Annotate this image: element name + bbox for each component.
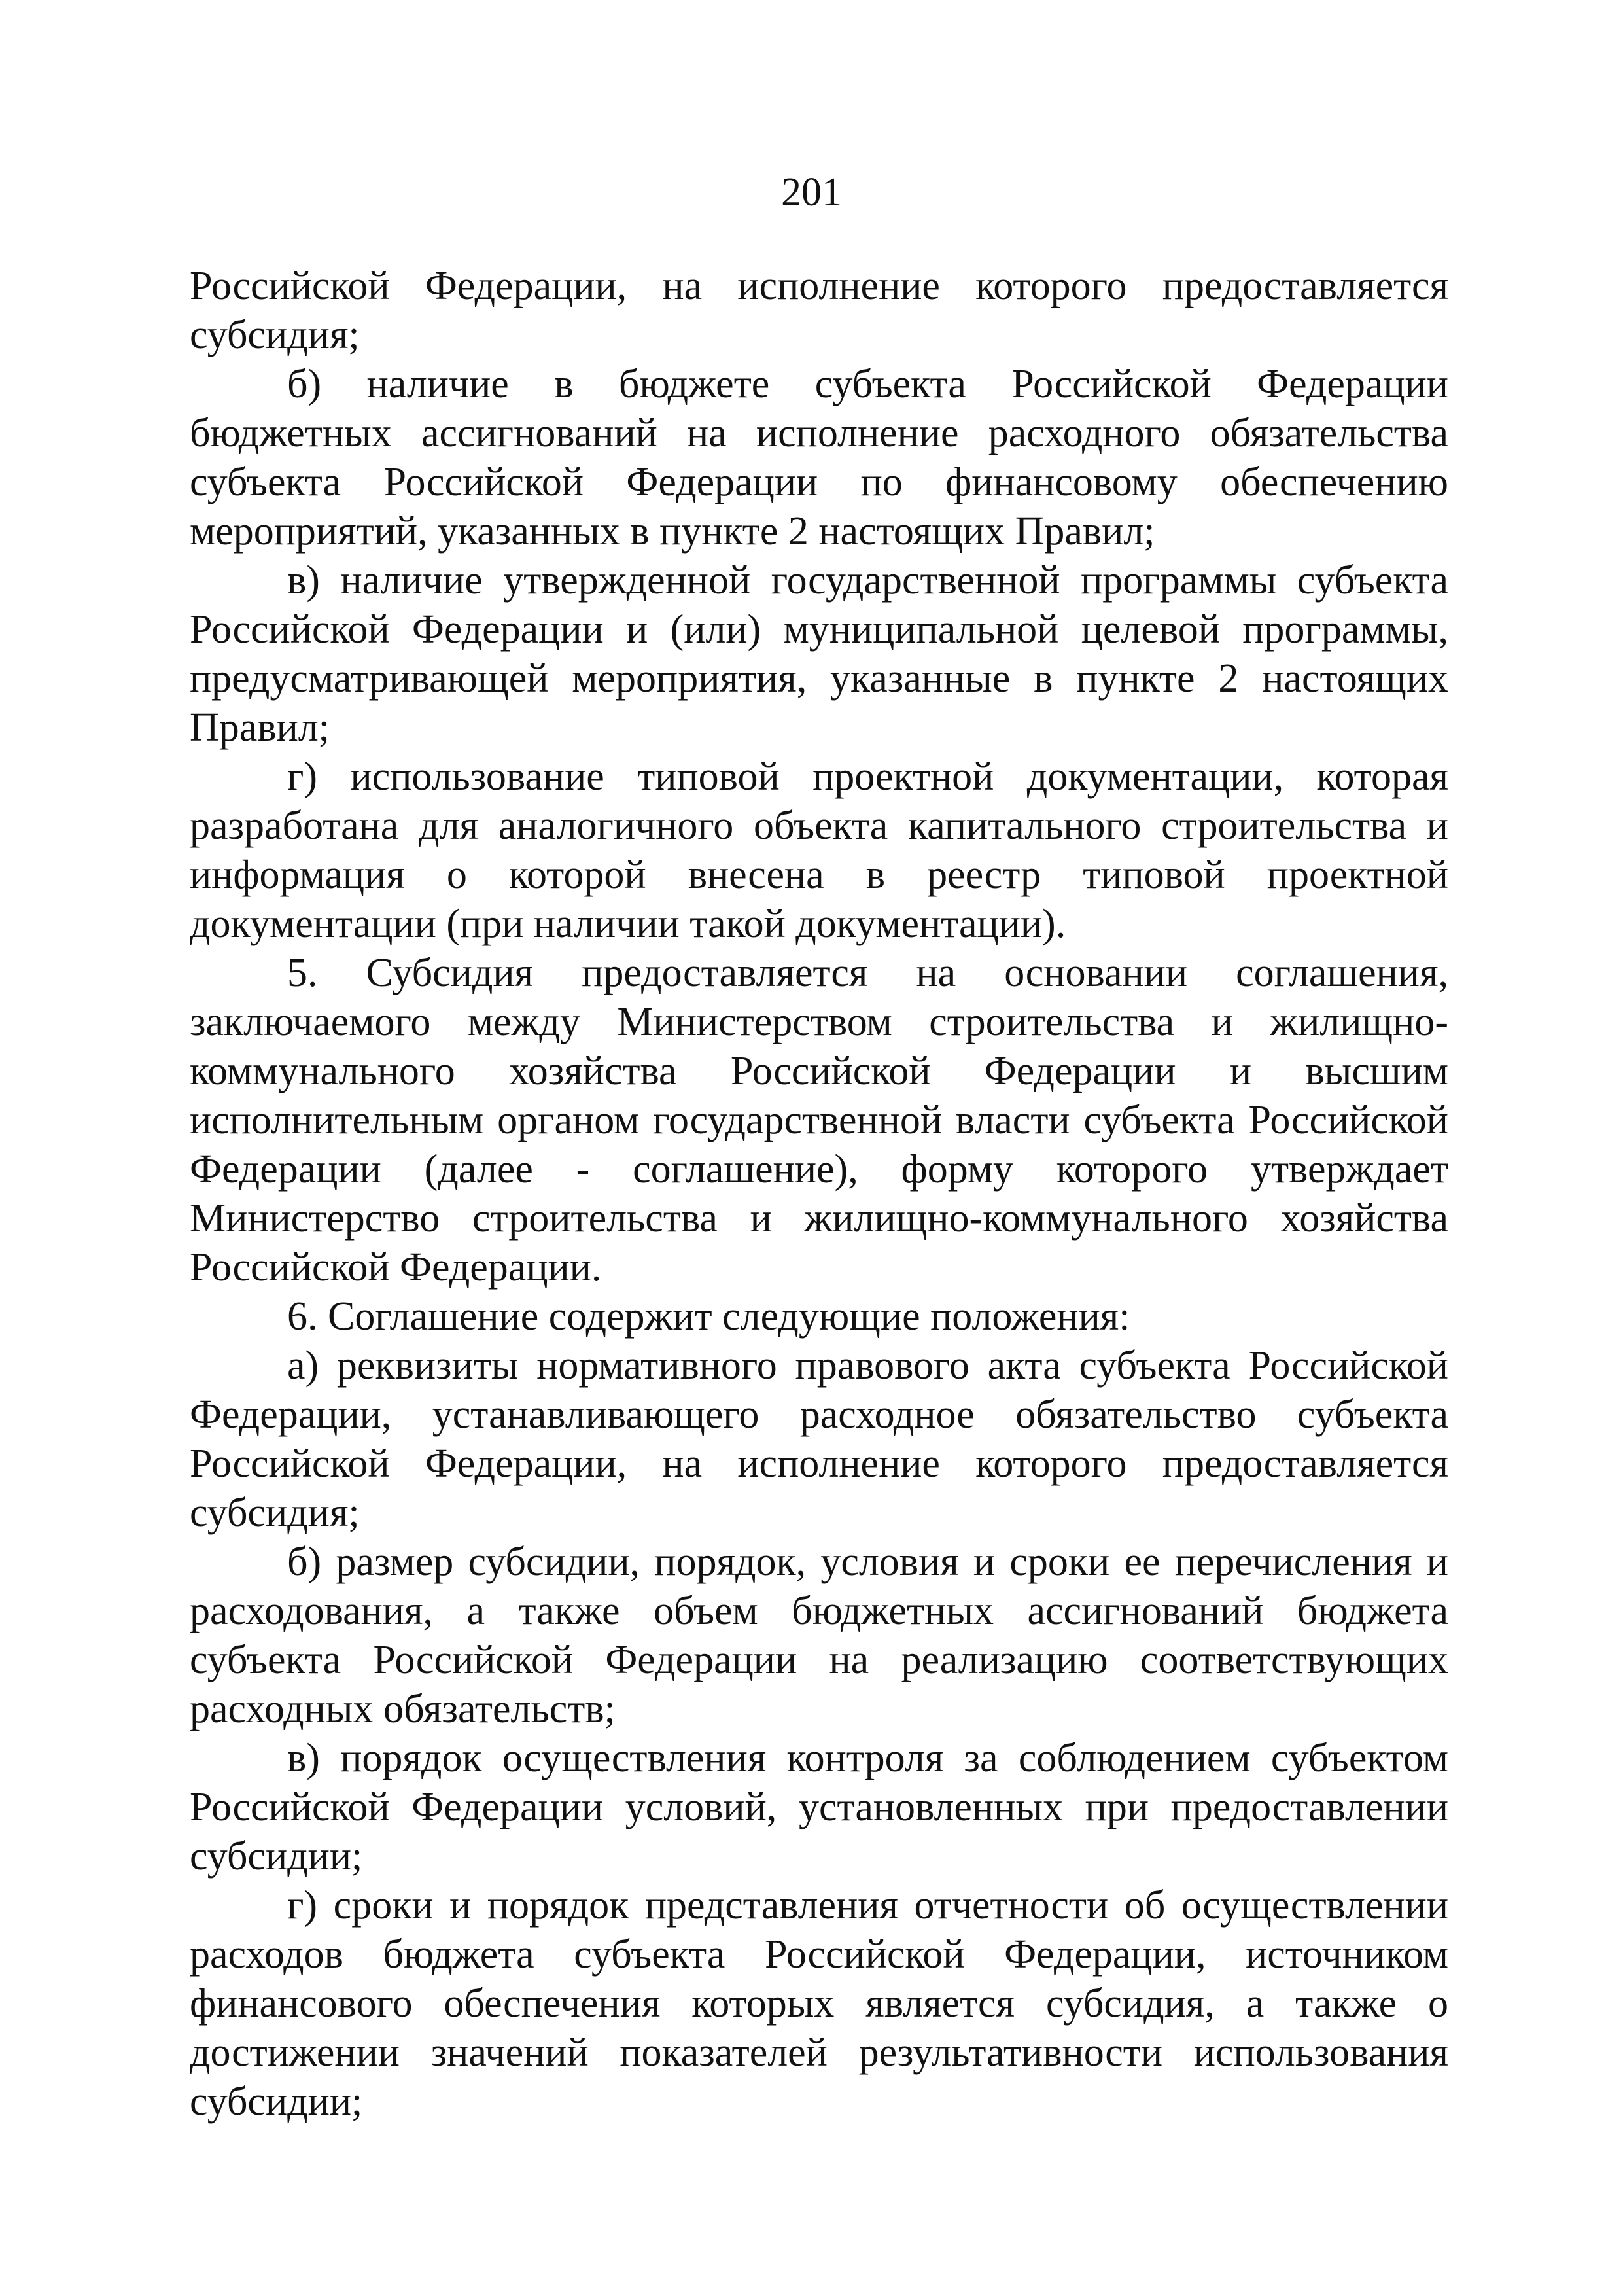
document-body bbox=[190, 262, 1448, 2127]
paragraph-continuation: Российской Федерации, на исполнение которого предоставляется субсидия; bbox=[190, 264, 1448, 357]
paragraph-item-b-budget: б) наличие в бюджете субъекта Российской Федерации бюджетных ассигнований на исполнение расходного обязательства субъекта Российской Федерации по финансовому обеспечению мероприятий, указанных в пункте 2 настоящих Правил; bbox=[190, 362, 1448, 554]
paragraph-section-6: 6. Соглашение содержит следующие положения: bbox=[287, 1294, 1130, 1339]
page-number: 201 bbox=[781, 170, 842, 215]
paragraph-item-a-requisites: а) реквизиты нормативного правового акта субъекта Российской Федерации, устанавливающего расходное обязательство субъекта Российской Федерации, на исполнение которого предоставляется субсидия; bbox=[190, 1343, 1448, 1535]
paragraph-item-v-program: в) наличие утвержденной государственной программы субъекта Российской Федерации и (или) муниципальной целевой программы, предусматривающей мероприятия, указанные в пункте 2 настоящих Правил; bbox=[190, 558, 1448, 750]
paragraph-item-b-amount: б) размер субсидии, порядок, условия и сроки ее перечисления и расходования, а также объем бюджетных ассигнований бюджета субъекта Российской Федерации на реализацию соответствующих расходных обязательств; bbox=[190, 1540, 1448, 1731]
paragraph-item-g-reporting: г) сроки и порядок представления отчетности об осуществлении расходов бюджета субъекта Российской Федерации, источником финансового обеспечения которых является субсидия, а также о достижении значений показателей результативности использования субсидии; bbox=[190, 1883, 1448, 2124]
paragraph-section-5: 5. Субсидия предоставляется на основании соглашения, заключаемого между Министерством строительства и жилищно-коммунального хозяйства Российской Федерации и высшим исполнительным органом государственной власти субъекта Российской Федерации (далее - соглашение), форму которого утверждает Министерство строительства и жилищно-коммунального хозяйства Российской Федерации. bbox=[190, 951, 1448, 1290]
paragraph-item-v-control: в) порядок осуществления контроля за соблюдением субъектом Российской Федерации условий, установленных при предоставлении субсидии; bbox=[190, 1736, 1448, 1879]
paragraph-item-g-documentation: г) использование типовой проектной документации, которая разработана для аналогичного объекта капитального строительства и информация о которой внесена в реестр типовой проектной документации (при наличии такой документации). bbox=[190, 754, 1448, 946]
